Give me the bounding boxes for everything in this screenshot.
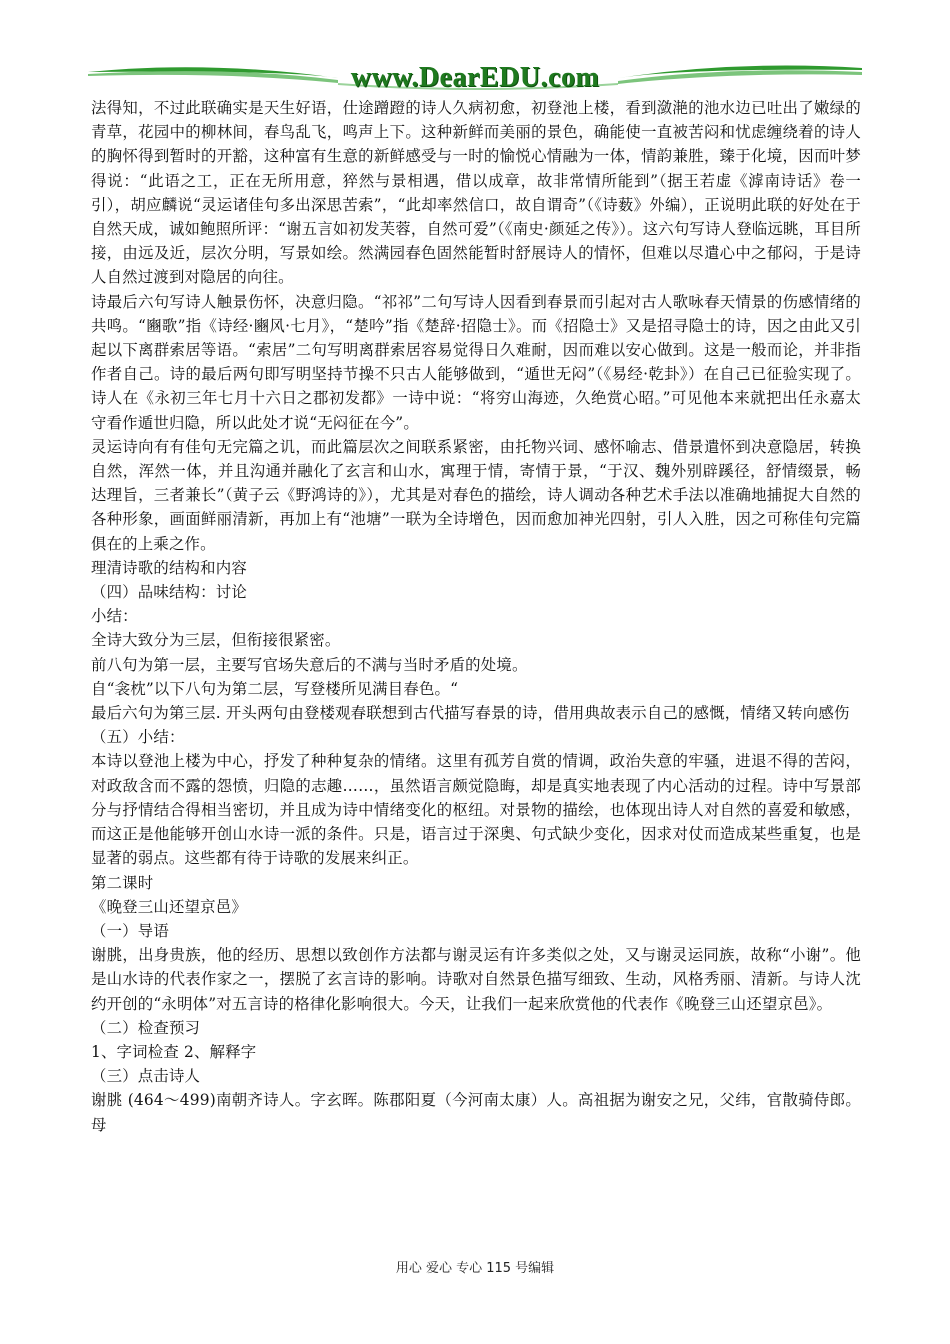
paragraph: 小结： (91, 607, 138, 626)
section-heading: （三）点击诗人 (91, 1067, 201, 1086)
section-heading: 第二课时 (91, 873, 154, 892)
paragraph: 1、字词检查 2、解释字 (91, 1042, 257, 1061)
site-logo: www.DearEDU.com (350, 62, 600, 93)
paragraph: 诗最后六句写诗人触景伤怀，决意归隐。“祁祁”二句写诗人因看到春景而引起对古人歌咏春天情景的伤感情绪的共鸣。“豳歌”指《诗经·豳风·七月》，“楚吟”指《楚辞·招隐士》。而《招隐士》又是招寻隐士的诗，因之由此又引起以下离群索居等语。“索居”二句写明离群索居容易觉得日久难耐，因而难以安心做到。这是一般而论，并非指作者自己。诗的最后两句即写明坚持节操不只古人能够做到，“遁世无闷”（《易经·乾卦》）在自己已征验实现了。诗人在《永初三年七月十六日之郡初发都》一诗中说：“将穷山海迹，久绝赏心昭。”可见他本来就把出任永嘉太守看作遁世归隐，所以此处才说“无闷征在今”。 (91, 292, 861, 432)
paragraph: 谢朓，出身贵族，他的经历、思想以致创作方法都与谢灵运有许多类似之处，又与谢灵运同族，故称“小谢”。他是山水诗的代表作家之一，摆脱了玄言诗的影响。诗歌对自然景色描写细致、生动，风格秀丽、清新。与诗人沈约开创的“永明体”对五言诗的格律化影响很大。今天，让我们一起来欣赏他的代表作《晚登三山还望京邑》。 (91, 946, 861, 1013)
paragraph: 灵运诗向有有佳句无完篇之讥，而此篇层次之间联系紧密，由托物兴词、感怀喻志、借景遣怀到决意隐居，转换自然，浑然一体，并且沟通并融化了玄言和山水，寓理于情，寄情于景，“于汉、魏外别辟蹊径，舒情缀景，畅达理旨，三者兼长”（黄子云《野鸿诗的》），尤其是对春色的描绘，诗人调动各种艺术手法以准确地捕捉大自然的各种形象，画面鲜丽清新，再加上有“池塘”一联为全诗增色，因而愈加神光四射，引人入胜，因之可称佳句完篇俱在的上乘之作。 (91, 437, 861, 553)
paragraph: 谢朓 (464～499)南朝齐诗人。字玄晖。陈郡阳夏（今河南太康）人。高祖据为谢安之兄，父纬，官散骑侍郎。母 (91, 1091, 861, 1134)
section-heading: （五）小结： (91, 728, 185, 747)
paragraph: 自“衾枕”以下八句为第二层，写登楼所见满目春色。“ (91, 679, 459, 698)
document-body (91, 96, 861, 1137)
paragraph: 全诗大致分为三层，但衔接很紧密。 (91, 631, 341, 650)
page-footer: 用心 爱心 专心 115 号编辑 (395, 1261, 555, 1276)
paragraph: 法得知，不过此联确实是天生好语，仕途蹭蹬的诗人久病初愈，初登池上楼，看到潋滟的池水边已吐出了嫩绿的青草，花园中的柳林间，春鸟乱飞，鸣声上下。这种新鲜而美丽的景色，确能使一直被苦闷和忧虑缠绕着的诗人的胸怀得到暂时的开豁，这种富有生意的新鲜感受与一时的愉悦心情融为一体，情韵兼胜，臻于化境，因而叶梦得说：“此语之工，正在无所用意，猝然与景相遇，借以成章，故非常情所能到”（据王若虚《滹南诗话》卷一引），胡应麟说“灵运诸佳句多出深思苦索”，“此却率然信口，故自谓奇”（《诗薮》外编），正说明此联的好处在于自然天成，诚如鲍照所评：“谢五言如初发芙蓉，自然可爱”（《南史·颜延之传》）。这六句写诗人登临远眺，耳目所接，由远及近，层次分明，写景如绘。然满园春色固然能暂时舒展诗人的情怀，但难以尽遣心中之郁闷，于是诗人自然过渡到对隐居的向往。 (91, 99, 861, 287)
paragraph: 前八句为第一层，主要写官场失意后的不满与当时矛盾的处境。 (91, 655, 528, 674)
section-heading: （一）导语 (91, 921, 169, 940)
paragraph: 最后六句为第三层. 开头两句由登楼观春联想到古代描写春景的诗，借用典故表示自己的感慨，情绪又转向感伤 (91, 704, 850, 723)
section-heading: （二）检查预习 (91, 1018, 201, 1037)
section-heading: （四）品味结构：讨论 (91, 583, 247, 602)
paragraph: 本诗以登池上楼为中心，抒发了种种复杂的情绪。这里有孤芳自赏的情调，政治失意的牢骚，进退不得的苦闷，对政敌含而不露的怨愤，归隐的志趣……，虽然语言颇觉隐晦，却是真实地表现了内心活动的过程。诗中写景部分与抒情结合得相当密切，并且成为诗中情绪变化的枢纽。对景物的描绘，也体现出诗人对自然的喜爱和敏感，而这正是他能够开创山水诗一派的条件。只是，语言过于深奥、句式缺少变化，因求对仗而造成某些重复，也是显著的弱点。这些都有待于诗歌的发展来纠正。 (91, 752, 861, 868)
section-heading: 《晚登三山还望京邑》 (91, 897, 247, 916)
section-heading: 理清诗歌的结构和内容 (91, 558, 247, 577)
